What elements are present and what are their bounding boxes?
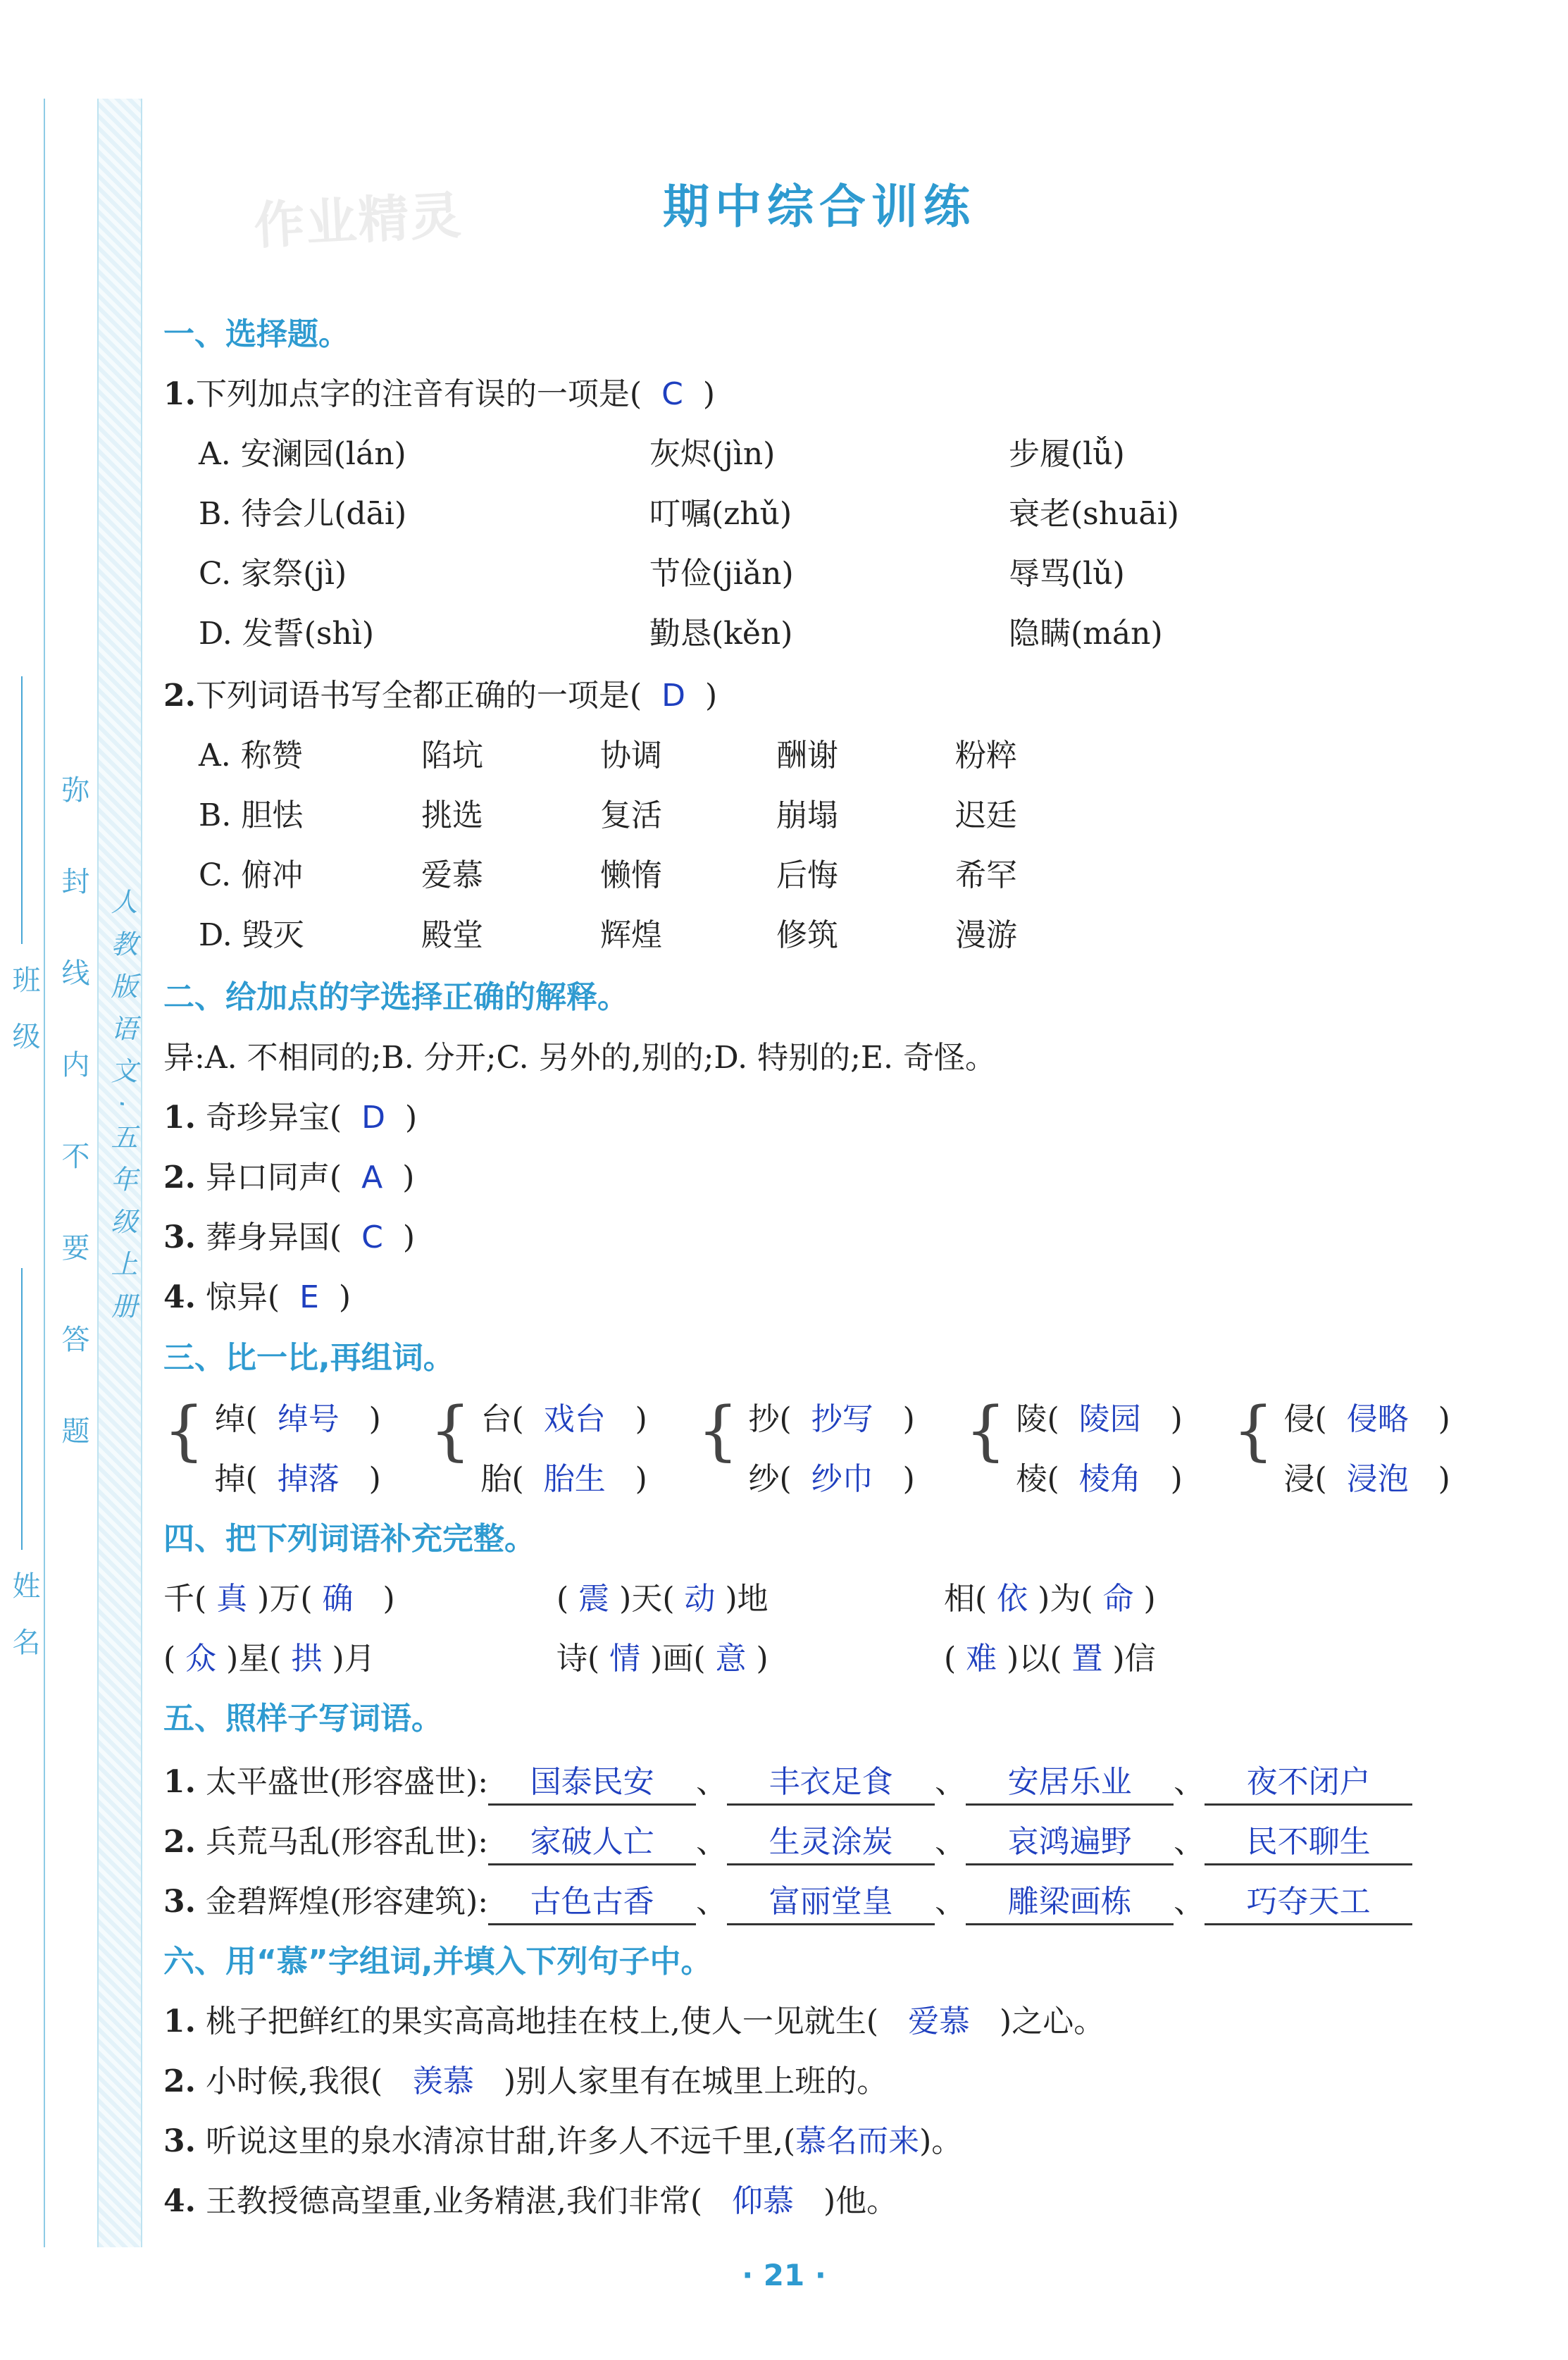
s5-row: 2. 兵荒马乱(形容乱世): 家破人亡 、 生灵涂炭 、 哀鸿遍野 、 民不聊生 xyxy=(163,1821,1412,1865)
compare-pair: { 侵( 侵略 ) 浸( 浸泡 ) xyxy=(1233,1393,1450,1497)
q2-word: 懒惰 xyxy=(600,857,662,893)
q2-word: 希罕 xyxy=(955,857,1017,893)
q2-word: 迟廷 xyxy=(955,797,1017,833)
section-2-heading: 二、给加点的字选择正确的解释。 xyxy=(163,979,628,1015)
s6-item: 4. 王教授德高望重,业务精湛,我们非常( 仰慕 )他。 xyxy=(163,2183,898,2219)
q1-answer[interactable]: C xyxy=(661,376,683,412)
idiom-fill: ( 震 )天( 动 )地 xyxy=(556,1581,769,1617)
q2-word: 修筑 xyxy=(776,917,838,953)
seal-notice: 弥封线内不要答题 xyxy=(57,775,89,1508)
q1-option: 叮嘱(zhǔ) xyxy=(649,496,792,532)
q2-word: B. 胆怯 xyxy=(199,797,304,833)
q1-option: C. 家祭(jì) xyxy=(199,556,347,592)
margin-rule xyxy=(44,99,45,2247)
q2-word: 辉煌 xyxy=(600,917,662,953)
definition-line: 异:A. 不相同的;B. 分开;C. 另外的,别的;D. 特别的;E. 奇怪。 xyxy=(163,1040,997,1076)
q1-option: 节俭(jiǎn) xyxy=(649,556,794,592)
section-1-heading: 一、选择题。 xyxy=(163,316,349,352)
class-label: 班级 xyxy=(8,965,40,1078)
s2-answer[interactable]: E xyxy=(299,1279,319,1315)
s6-item: 2. 小时候,我很( 羡慕 )别人家里有在城里上班的。 xyxy=(163,2063,888,2099)
q1-option: 步履(lǚ) xyxy=(1009,436,1125,472)
idiom-fill: ( 众 )星( 拱 )月 xyxy=(163,1641,375,1677)
s6-item: 3. 听说这里的泉水清凉甘甜,许多人不远千里,(慕名而来)。 xyxy=(163,2123,963,2159)
q1-option: 辱骂(lǔ) xyxy=(1009,556,1125,592)
q2-word: A. 称赞 xyxy=(199,738,303,774)
brace-icon: { xyxy=(163,1393,205,1468)
book-label: 人教版语文·五年级上册 xyxy=(106,888,137,1335)
q1-option: 勤恳(kěn) xyxy=(649,616,793,652)
s2-answer[interactable]: D xyxy=(361,1100,385,1136)
idiom-fill: 千( 真 )万( 确 ) xyxy=(163,1581,395,1617)
q1-option: 隐瞒(mán) xyxy=(1009,616,1163,652)
s2-item: 4. 惊异( E ) xyxy=(163,1279,351,1315)
section-3-heading: 三、比一比,再组词。 xyxy=(163,1340,454,1376)
q2-word: 复活 xyxy=(600,797,662,833)
brace-icon: { xyxy=(697,1393,739,1468)
idiom-fill: 相( 依 )为( 命 ) xyxy=(944,1581,1156,1617)
q1-option: 衰老(shuāi) xyxy=(1009,496,1179,532)
q1-option: D. 发誓(shì) xyxy=(199,616,375,652)
q2-word: 崩塌 xyxy=(776,797,838,833)
s2-answer[interactable]: C xyxy=(361,1219,383,1255)
q1-option: 灰烬(jìn) xyxy=(649,436,776,472)
s2-item: 1. 奇珍异宝( D ) xyxy=(163,1100,418,1136)
brace-icon: { xyxy=(965,1393,1007,1468)
q1-option: A. 安澜园(lán) xyxy=(199,436,406,472)
s2-answer[interactable]: A xyxy=(361,1160,383,1195)
idiom-fill: ( 难 )以( 置 )信 xyxy=(944,1641,1156,1677)
compare-pair: { 陵( 陵园 ) 棱( 棱角 ) xyxy=(965,1393,1183,1497)
page-number: · 21 · xyxy=(742,2258,826,2292)
compare-pair: { 绰( 绰号 ) 掉( 掉落 ) xyxy=(163,1393,381,1497)
q2-word: 殿堂 xyxy=(421,917,483,953)
q2-stem: 2.下列词语书写全都正确的一项是( D ) xyxy=(163,678,718,714)
q2-word: 漫游 xyxy=(955,917,1017,953)
s5-row: 1. 太平盛世(形容盛世): 国泰民安 、 丰衣足食 、 安居乐业 、 夜不闭户 xyxy=(163,1761,1412,1806)
brace-icon: { xyxy=(430,1393,471,1468)
s2-item: 3. 葬身异国( C ) xyxy=(163,1219,415,1255)
q2-word: C. 俯冲 xyxy=(199,857,304,893)
name-blank-line xyxy=(21,1268,23,1550)
q1-stem: 1.下列加点字的注音有误的一项是( C ) xyxy=(163,376,715,412)
q2-word: 陷坑 xyxy=(421,738,483,774)
s2-item: 2. 异口同声( A ) xyxy=(163,1160,415,1195)
q2-word: 爱慕 xyxy=(421,857,483,893)
idiom-fill: 诗( 情 )画( 意 ) xyxy=(556,1641,769,1677)
page-title: 期中综合训练 xyxy=(663,179,976,234)
compare-pair: { 台( 戏台 ) 胎( 胎生 ) xyxy=(430,1393,647,1497)
s5-row: 3. 金碧辉煌(形容建筑): 古色古香 、 富丽堂皇 、 雕梁画栋 、 巧夺天工 xyxy=(163,1881,1412,1925)
brace-icon: { xyxy=(1233,1393,1274,1468)
section-6-heading: 六、用“慕”字组词,并填入下列句子中。 xyxy=(163,1944,712,1980)
compare-pair: { 抄( 抄写 ) 纱( 纱巾 ) xyxy=(697,1393,915,1497)
class-blank-line xyxy=(21,676,23,944)
q1-option: B. 待会儿(dāi) xyxy=(199,496,407,532)
q2-word: 酬谢 xyxy=(776,738,838,774)
q2-word: 后悔 xyxy=(776,857,838,893)
s6-item: 1. 桃子把鲜红的果实高高地挂在枝上,使人一见就生( 爱慕 )之心。 xyxy=(163,2004,1105,2039)
watermark-logo: 作业精灵 xyxy=(252,185,464,256)
section-4-heading: 四、把下列词语补充完整。 xyxy=(163,1521,535,1557)
q2-word: 粉粹 xyxy=(955,738,1017,774)
q2-word: 协调 xyxy=(600,738,662,774)
q2-word: 挑选 xyxy=(421,797,483,833)
q2-answer[interactable]: D xyxy=(661,678,685,714)
name-label: 姓名 xyxy=(8,1571,40,1684)
q2-word: D. 毁灭 xyxy=(199,917,304,953)
section-5-heading: 五、照样子写词语。 xyxy=(163,1701,442,1737)
